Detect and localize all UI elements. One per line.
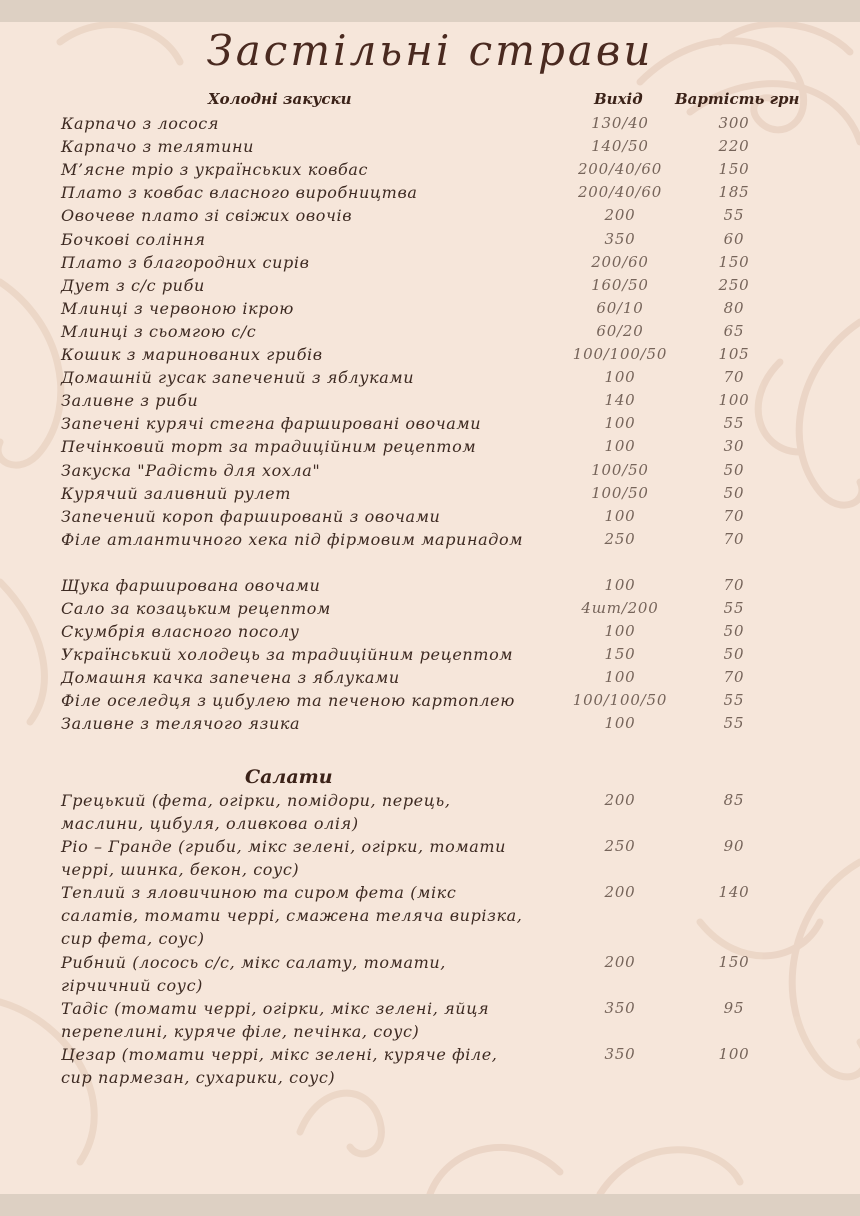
item-output: 100/50	[591, 460, 649, 479]
item-price: 60	[723, 229, 745, 248]
item-name: Запечені курячі стегна фаршировані овочами	[61, 414, 482, 434]
item-price: 220	[718, 137, 750, 156]
item-output: 100/50	[591, 483, 649, 502]
item-price: 185	[718, 183, 750, 202]
item-output: 140	[604, 391, 636, 410]
item-name: Рибний (лосось с/с, мікс салату, томати, гірчичний соус)	[61, 953, 446, 995]
item-name: Цезар (томати черрі, мікс зелені, куряче філе, сир пармезан, сухарики, соус)	[61, 1045, 498, 1087]
item-name: Домашня качка запечена з яблуками	[61, 668, 400, 688]
item-output: 100	[604, 668, 636, 687]
item-name: Млинці з сьомгою с/с	[61, 321, 257, 341]
item-output: 60/10	[596, 298, 644, 317]
item-name: М’ясне тріо з українських ковбас	[61, 160, 369, 180]
item-name: Щука фарширована овочами	[61, 575, 321, 595]
item-name: Овочеве плато зі свіжих овочів	[61, 206, 353, 226]
item-name: Скумбрія власного посолу	[61, 622, 300, 641]
item-output: 200	[604, 883, 636, 901]
item-price: 55	[723, 598, 745, 617]
item-price: 95	[723, 999, 745, 1017]
item-output: 100	[604, 437, 636, 456]
item-name: Карпачо з лосося	[61, 114, 220, 133]
item-name: Плато з ковбас власного виробництва	[61, 183, 418, 203]
item-price: 100	[718, 391, 750, 410]
item-output: 250	[604, 837, 636, 855]
item-name: Український холодець за традиційним рецептом	[61, 645, 514, 665]
item-price: 100	[718, 1045, 750, 1063]
item-price: 55	[723, 414, 745, 433]
section-title-salads: Салати	[245, 766, 333, 788]
item-price: 80	[723, 298, 745, 317]
item-name: Теплий з яловичиною та сиром фета (мікс салатів, томати черрі, смажена теляча вирізка, сир фета, соус)	[61, 883, 523, 948]
item-output: 200/40/60	[577, 160, 663, 179]
item-name: Сало за козацьким рецептом	[61, 598, 331, 618]
item-output: 130/40	[591, 114, 649, 132]
item-output: 350	[604, 229, 636, 248]
item-output: 160/50	[591, 275, 649, 294]
column-header-output: Вихід	[594, 90, 643, 108]
item-output: 250	[604, 529, 636, 548]
item-price: 30	[723, 437, 745, 456]
item-price: 150	[718, 252, 750, 271]
item-output: 200/40/60	[577, 183, 663, 202]
item-output: 100	[604, 506, 636, 525]
item-price: 85	[723, 791, 745, 809]
item-price: 50	[723, 460, 745, 479]
item-output: 100/100/50	[572, 691, 668, 710]
item-price: 50	[723, 483, 745, 502]
item-price: 65	[723, 321, 745, 340]
item-price: 300	[718, 114, 750, 132]
item-price: 50	[723, 622, 745, 640]
item-price: 150	[718, 160, 750, 179]
column-header-price: Вартість грн	[675, 90, 800, 108]
item-output: 200/60	[591, 252, 649, 271]
item-name: Тадіс (томати черрі, огірки, мікс зелені, яйця перепелині, куряче філе, печінка, соус)	[61, 999, 490, 1041]
item-output: 100	[604, 368, 636, 387]
item-output: 200	[604, 791, 636, 809]
item-name: Філе оселедця з цибулею та печеною картоплею	[61, 691, 515, 711]
item-output: 100	[604, 575, 636, 594]
item-output: 200	[604, 206, 636, 225]
item-output: 60/20	[596, 321, 644, 340]
item-name: Філе атлантичного хека під фірмовим маринадом	[61, 529, 524, 549]
item-output: 140/50	[591, 137, 649, 156]
item-output: 350	[604, 999, 636, 1017]
item-price: 90	[723, 837, 745, 855]
item-name: Закуска "Радість для хохла"	[61, 460, 321, 480]
item-name: Дует з с/с риби	[61, 275, 205, 295]
item-name: Млинці з червоною ікрою	[61, 298, 294, 318]
item-name: Печінковий торт за традиційним рецептом	[61, 437, 477, 457]
item-name: Заливне з риби	[61, 391, 199, 411]
item-name: Кошик з маринованих грибів	[61, 345, 323, 364]
item-price: 70	[723, 575, 745, 594]
item-price: 70	[723, 506, 745, 525]
item-price: 105	[718, 345, 750, 363]
item-output: 100	[604, 714, 636, 733]
item-name: Курячий заливний рулет	[61, 483, 292, 503]
item-price: 70	[723, 668, 745, 687]
item-price: 70	[723, 529, 745, 548]
item-output: 4шт/200	[581, 598, 659, 617]
item-output: 100	[604, 414, 636, 433]
section-title-cold: Холодні закуски	[208, 90, 352, 108]
menu-page	[0, 22, 860, 1194]
item-name: Домашній гусак запечений з яблуками	[61, 368, 415, 388]
item-price: 140	[718, 883, 750, 901]
item-price: 50	[723, 645, 745, 664]
item-price: 250	[718, 275, 750, 294]
item-output: 100/100/50	[572, 345, 668, 363]
item-name: Карпачо з телятини	[61, 137, 255, 157]
item-name: Плато з благородних сирів	[61, 252, 310, 272]
item-price: 55	[723, 691, 745, 710]
page-title: Застільні страви	[206, 26, 654, 75]
item-output: 350	[604, 1045, 636, 1063]
item-output: 200	[604, 953, 636, 971]
item-price: 70	[723, 368, 745, 387]
item-price: 150	[718, 953, 750, 971]
item-name: Бочкові соління	[61, 229, 206, 249]
item-output: 100	[604, 622, 636, 640]
item-name: Грецький (фета, огірки, помідори, перець, маслини, цибуля, оливкова олія)	[61, 791, 451, 833]
item-name: Заливне з телячого язика	[61, 714, 301, 734]
item-price: 55	[723, 206, 745, 225]
item-price: 55	[723, 714, 745, 733]
item-name: Запечений короп фаршированй з овочами	[61, 506, 441, 526]
item-output: 150	[604, 645, 636, 664]
item-name: Ріо – Гранде (гриби, мікс зелені, огірки, томати черрі, шинка, бекон, соус)	[61, 837, 507, 879]
